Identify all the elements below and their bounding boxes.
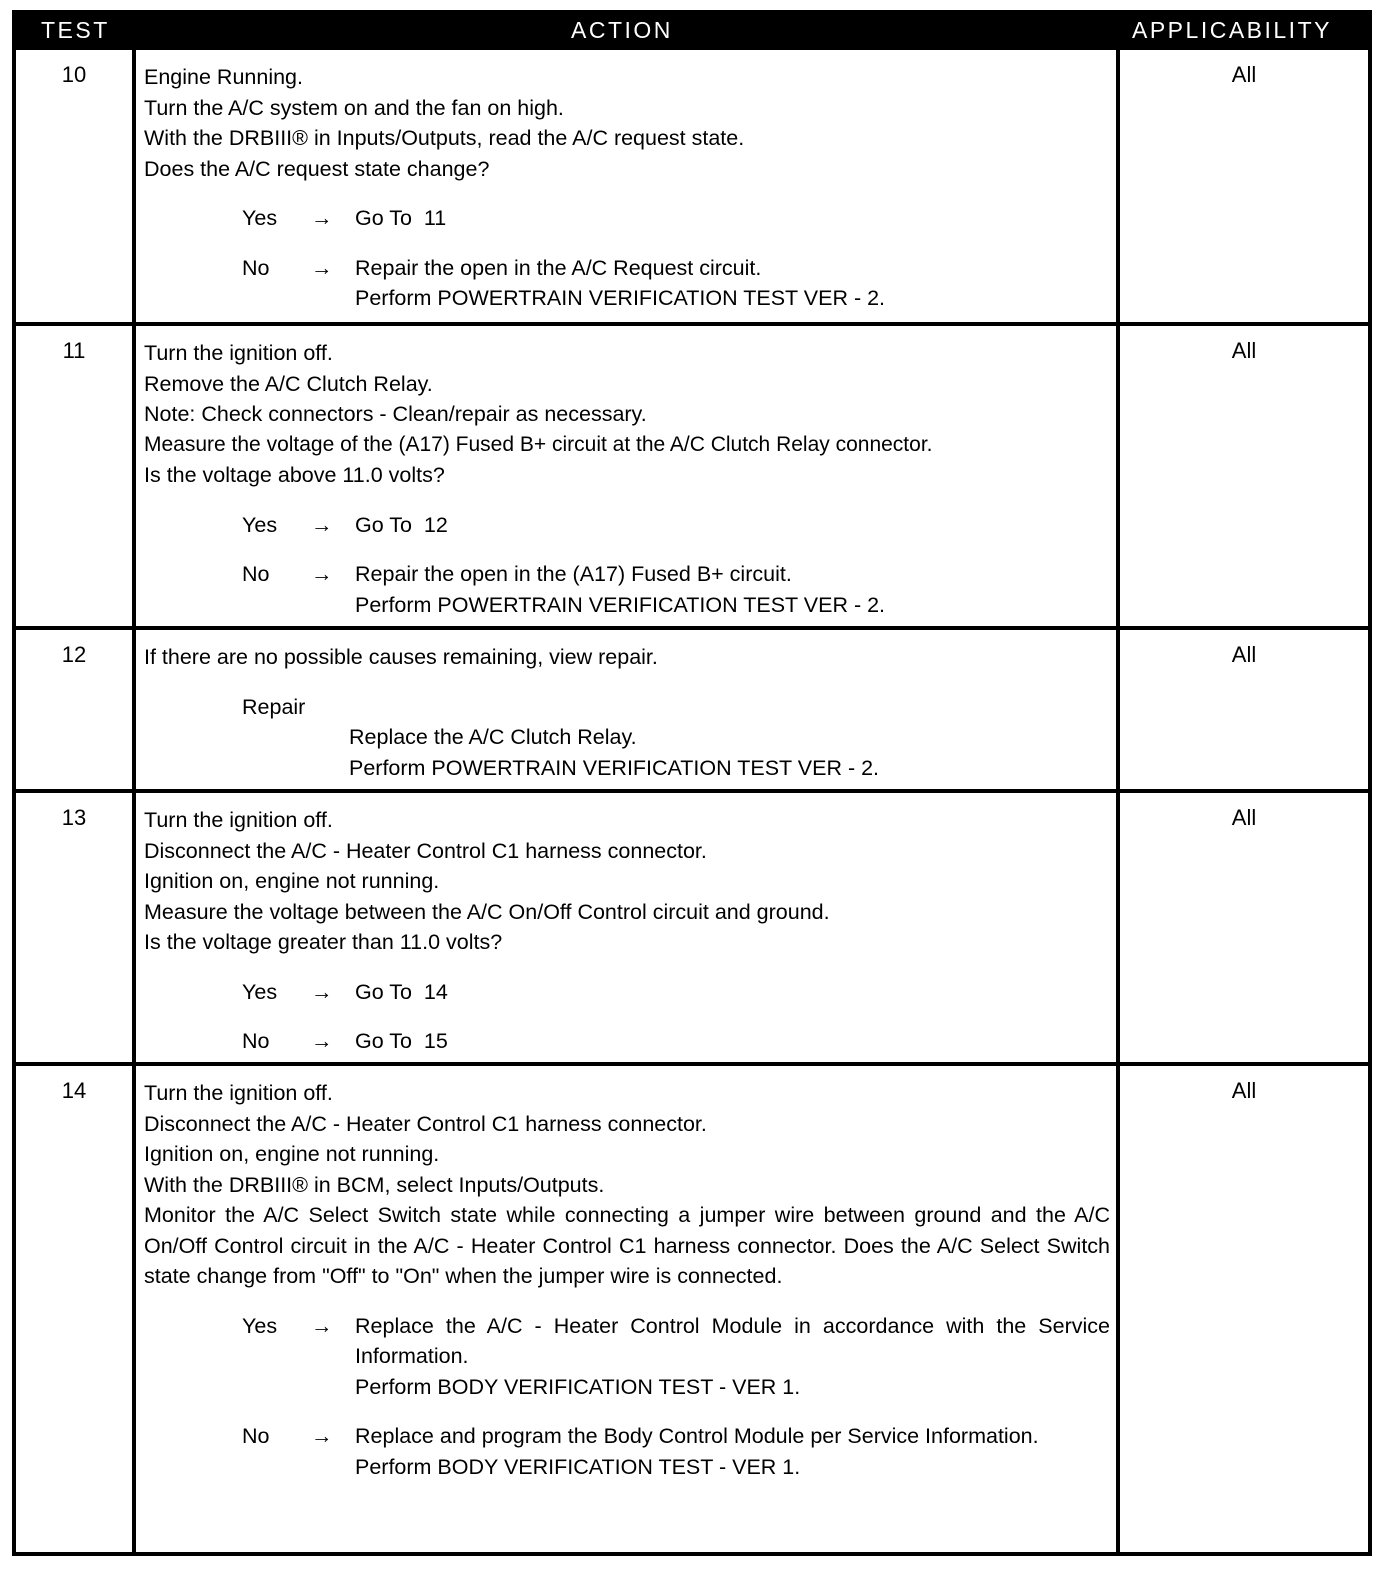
action-line: Measure the voltage of the (A17) Fused B+ circuit at the A/C Clutch Relay connector. [144, 432, 933, 456]
action-line: If there are no possible causes remaining, view repair. [144, 645, 658, 669]
response-yes [144, 203, 1110, 234]
action-line: Ignition on, engine not running. [144, 1142, 440, 1166]
action-cell-14 [136, 1066, 1116, 1552]
action-line: Note: Check connectors - Clean/repair as necessary. [144, 402, 647, 426]
action-line: Is the voltage greater than 11.0 volts? [144, 930, 503, 954]
action-line: Measure the voltage between the A/C On/Off Control circuit and ground. [144, 899, 830, 924]
action-line: Is the voltage above 11.0 volts? [144, 463, 445, 487]
applicability-14: All [1120, 1066, 1368, 1552]
response-no [144, 1421, 1110, 1482]
arrow-icon: → [311, 1029, 333, 1053]
response-line: Perform BODY VERIFICATION TEST - VER 1. [355, 1374, 801, 1399]
repair-label: Repair [242, 694, 306, 719]
response-line: Perform POWERTRAIN VERIFICATION TEST VER - 2. [355, 286, 886, 310]
action-line: Ignition on, engine not running. [144, 869, 440, 893]
response-line: Go To 15 [355, 1029, 448, 1053]
response-line: Perform BODY VERIFICATION TEST - VER 1. [355, 1454, 801, 1479]
action-cell-12 [136, 630, 1116, 789]
response-label: No [242, 1029, 270, 1053]
action-line: With the DRBIII® in Inputs/Outputs, read the A/C request state. [144, 126, 745, 150]
response-label: Yes [242, 979, 278, 1004]
test-number-14: 14 [16, 1066, 132, 1552]
response-no [144, 559, 1110, 620]
header-action: ACTION [571, 17, 673, 43]
action-line: Does the A/C request state change? [144, 156, 490, 181]
action-line: With the DRBIII® in BCM, select Inputs/Outputs. [144, 1172, 605, 1197]
applicability-12: All [1120, 630, 1368, 789]
arrow-icon: → [311, 1313, 333, 1338]
response-paragraph: Replace and program the Body Control Module per Service Information. [355, 1424, 1039, 1448]
arrow-icon: → [311, 512, 333, 537]
action-line: Turn the ignition off. [144, 341, 333, 365]
action-cell-11 [136, 326, 1116, 626]
action-line: Engine Running. [144, 65, 303, 89]
applicability-10: All [1120, 50, 1368, 322]
applicability-11: All [1120, 326, 1368, 626]
repair-line: Perform POWERTRAIN VERIFICATION TEST VER - 2. [349, 755, 880, 780]
response-label: Yes [242, 206, 278, 230]
response-label: No [242, 1424, 270, 1448]
action-cell-10 [136, 50, 1116, 322]
action-line: Turn the ignition off. [144, 1081, 333, 1105]
arrow-icon: → [311, 1424, 333, 1448]
action-paragraph: Monitor the A/C Select Switch state while connecting a jumper wire between ground and the A/C On/Off Control circuit in the A/C - Heater Control C1 harness connector. Does the A/C Select Switch state change from "Off" to "On" when the jumper wire is connected. [144, 1203, 1110, 1288]
action-line: Turn the ignition off. [144, 808, 333, 832]
applicability-13: All [1120, 793, 1368, 1062]
response-label: No [242, 255, 270, 280]
response-line: Perform POWERTRAIN VERIFICATION TEST VER - 2. [355, 592, 886, 617]
arrow-icon: → [311, 562, 333, 586]
response-no [144, 1026, 1110, 1057]
response-label: Yes [242, 1313, 278, 1338]
procedure-table [12, 10, 1372, 1556]
repair-line: Replace the A/C Clutch Relay. [349, 725, 637, 749]
repair-block [144, 692, 1110, 784]
action-line: Turn the A/C system on and the fan on high. [144, 95, 564, 120]
action-line: Disconnect the A/C - Heater Control C1 harness connector. [144, 838, 707, 863]
test-number-11: 11 [16, 326, 132, 626]
test-number-13: 13 [16, 793, 132, 1062]
action-line: Remove the A/C Clutch Relay. [144, 371, 433, 396]
action-cell-13 [136, 793, 1116, 1062]
arrow-icon: → [311, 206, 333, 230]
response-label: No [242, 562, 270, 586]
response-yes [144, 510, 1110, 541]
action-line: Disconnect the A/C - Heater Control C1 harness connector. [144, 1111, 707, 1136]
response-line: Repair the open in the (A17) Fused B+ circuit. [355, 562, 792, 586]
response-line: Go To 14 [355, 979, 448, 1004]
test-number-10: 10 [16, 50, 132, 322]
test-number-12: 12 [16, 630, 132, 789]
response-line: Go To 11 [355, 206, 447, 230]
arrow-icon: → [311, 979, 333, 1004]
table-header [12, 10, 1372, 50]
header-applicability: APPLICABILITY [1132, 17, 1332, 43]
response-yes [144, 1311, 1110, 1403]
response-no [144, 253, 1110, 314]
response-line: Repair the open in the A/C Request circuit. [355, 255, 762, 280]
arrow-icon: → [311, 255, 333, 280]
response-label: Yes [242, 512, 278, 537]
response-paragraph: Replace the A/C - Heater Control Module in accordance with the Service Information. [355, 1313, 1110, 1368]
response-yes [144, 977, 1110, 1008]
response-line: Go To 12 [355, 512, 448, 537]
header-test: TEST [41, 17, 110, 43]
